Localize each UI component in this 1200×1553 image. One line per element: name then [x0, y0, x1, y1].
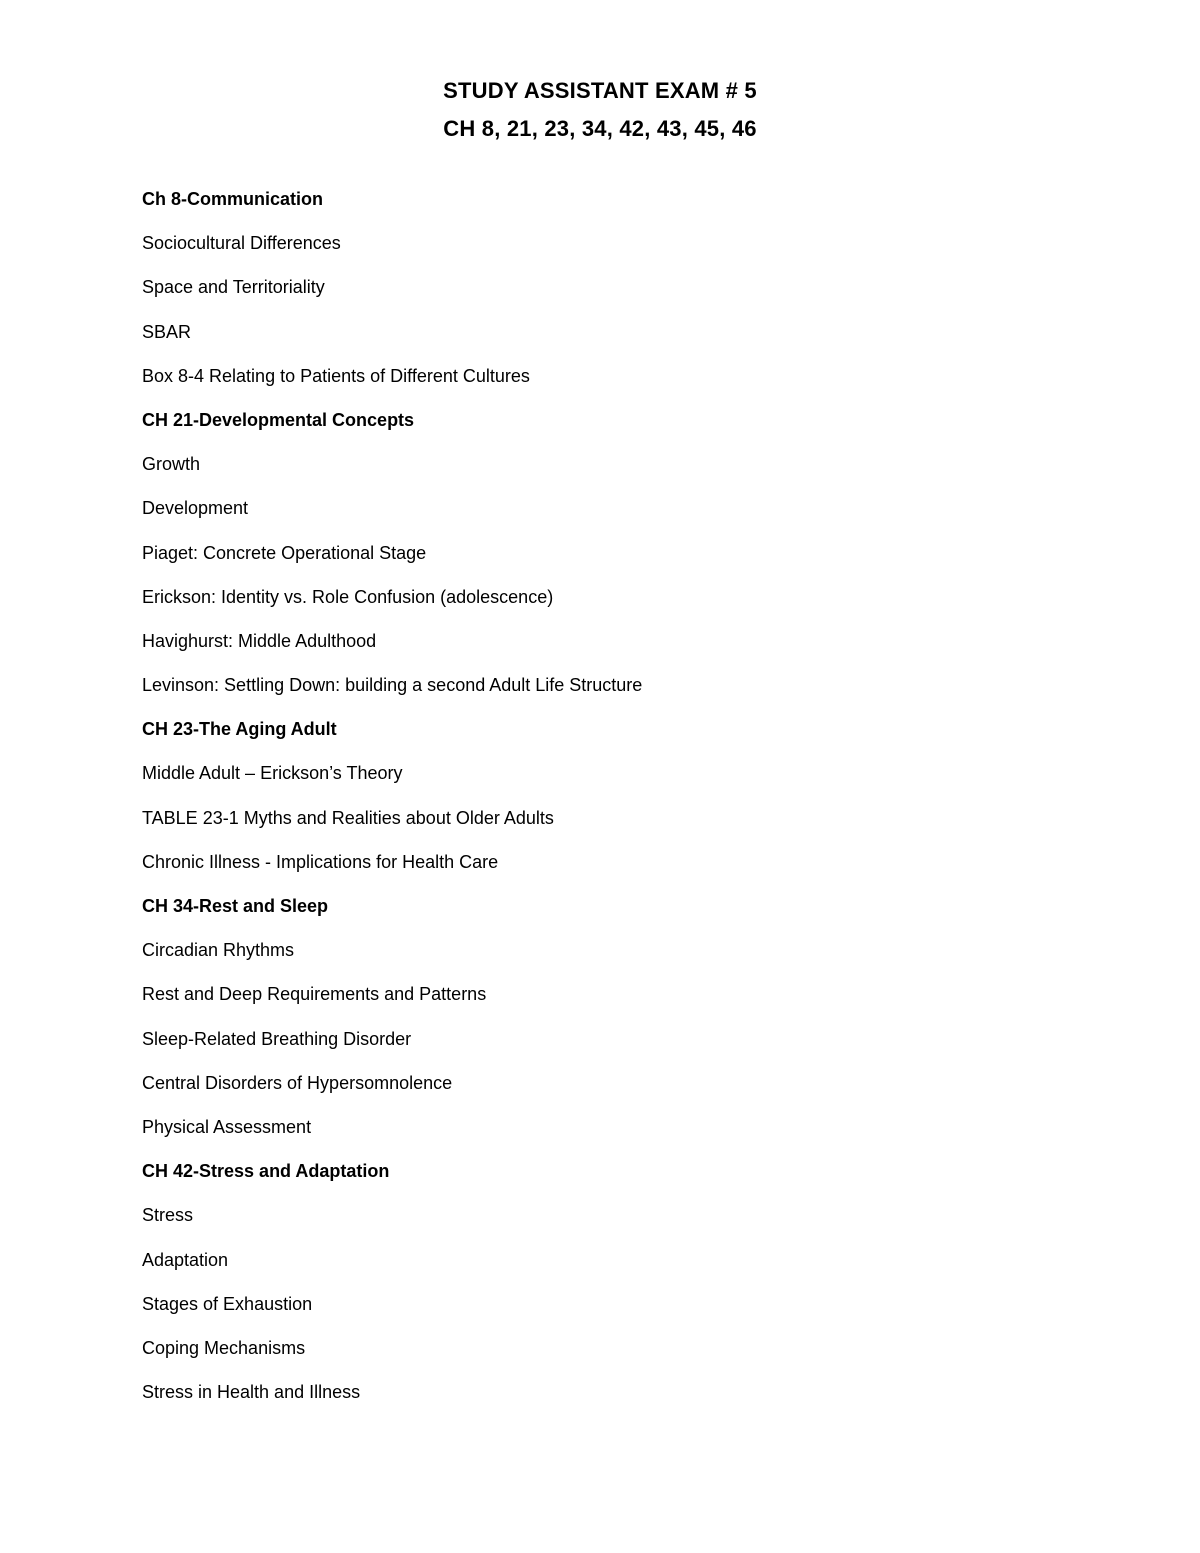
topic-item: Circadian Rhythms: [142, 940, 295, 961]
topic-item: Space and Territoriality: [142, 277, 325, 298]
topic-item: Coping Mechanisms: [142, 1337, 306, 1358]
topic-item: Piaget: Concrete Operational Stage: [142, 542, 427, 563]
topic-item: Development: [142, 498, 249, 519]
topic-item: Box 8-4 Relating to Patients of Different Cultures: [142, 365, 530, 386]
section-heading: CH 34-Rest and Sleep: [142, 896, 329, 916]
section-heading: CH 23-The Aging Adult: [142, 719, 337, 740]
topic-item: Rest and Deep Requirements and Patterns: [142, 984, 487, 1005]
topic-item: Erickson: Identity vs. Role Confusion (adolescence): [142, 586, 554, 607]
title-block: [0, 72, 1200, 148]
topic-item: Sleep-Related Breathing Disorder: [142, 1028, 412, 1049]
topic-item: Stress in Health and Illness: [142, 1382, 361, 1403]
topic-item: TABLE 23-1 Myths and Realities about Older Adults: [142, 807, 554, 828]
topic-item: Levinson: Settling Down: building a second Adult Life Structure: [142, 675, 643, 696]
topic-item: SBAR: [142, 321, 192, 342]
section-heading: Ch 8-Communication: [142, 189, 324, 209]
study-outline: [142, 181, 1142, 1418]
topic-item: Sociocultural Differences: [142, 233, 341, 254]
document-subtitle: CH 8, 21, 23, 34, 42, 43, 45, 46: [443, 116, 757, 141]
topic-item: Central Disorders of Hypersomnolence: [142, 1072, 453, 1093]
topic-item: Stages of Exhaustion: [142, 1293, 313, 1314]
topic-item: Adaptation: [142, 1249, 229, 1270]
topic-item: Stress: [142, 1205, 194, 1226]
section-heading: CH 42-Stress and Adaptation: [142, 1161, 390, 1182]
topic-item: Havighurst: Middle Adulthood: [142, 630, 377, 651]
section-heading: CH 21-Developmental Concepts: [142, 409, 415, 430]
topic-item: Physical Assessment: [142, 1116, 312, 1137]
topic-item: Middle Adult – Erickson’s Theory: [142, 763, 403, 784]
topic-item: Chronic Illness - Implications for Health Care: [142, 851, 499, 872]
document-title: STUDY ASSISTANT EXAM # 5: [443, 78, 757, 103]
topic-item: Growth: [142, 454, 201, 475]
